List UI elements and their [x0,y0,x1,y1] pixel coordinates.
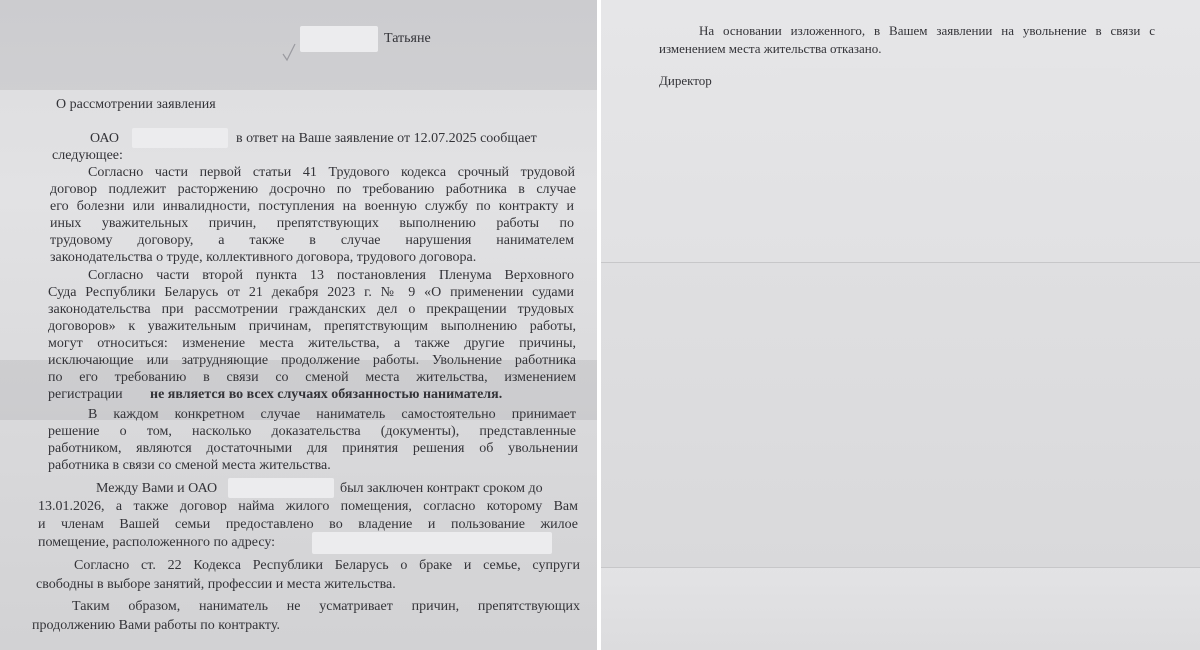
paper-fold [601,567,1200,568]
org-prefix: ОАО [90,131,119,146]
text-line: помещение, расположенного по адресу: [38,535,276,550]
text-line: трудовому договору, а также в случае нарушения нанимателем [50,233,574,248]
text-line: работника в связи со сменой места жительства. [48,458,331,473]
text-line: 13.01.2026, а также договор найма жилого помещения, согласно которому Вам [38,499,578,514]
text-line: регистрации [48,387,123,402]
text-line: следующее: [52,148,123,163]
text-line: Суда Республики Беларусь от 21 декабря 2023 г. № 9 «О применении судами [48,285,574,300]
redacted-signature [781,68,1121,106]
text-line: договор подлежит расторжению досрочно по требованию работника в случае [50,182,576,197]
text-line: договоров» к уважительным причинам, препятствующим выполнению работы, [48,319,576,334]
redacted-org-name [132,128,228,148]
intro-text: в ответ на Ваше заявление от 12.07.2025 сообщает [236,131,537,146]
text-line: Согласно части первой статьи 41 Трудового кодекса срочный трудовой [88,165,575,180]
text-line: Согласно ст. 22 Кодекса Республики Беларусь о браке и семье, супруги [74,558,580,573]
paper-fold [601,262,1200,263]
text-line: Между Вами и ОАО [96,481,218,496]
text-line: иных уважительных причин, препятствующих выполнению работы по [50,216,574,231]
text-line: по его требованию в связи со сменой места жительства, изменением [48,370,576,385]
text-line: работником, являются достаточными для принятия решения об увольнении [48,441,578,456]
text-line: В каждом конкретном случае наниматель самостоятельно принимает [88,407,576,422]
text-line: могут относиться: изменение места жительства, а также другие причины, [48,336,576,351]
redacted-name [300,26,378,52]
redacted-org-name [228,478,334,498]
subject-line: О рассмотрении заявления [56,97,216,112]
text-line: исключающие или затрудняющие продолжение работы. Увольнение работника [48,353,576,368]
text-line: был заключен контракт сроком до [340,481,543,496]
redacted-address [312,532,552,554]
addressee: Татьяне [384,31,431,46]
text-line: и членам Вашей семьи предоставлено во владение и пользование жилое [38,517,578,532]
text-line: свободны в выборе занятий, профессии и места жительства. [36,577,396,592]
text-line: его болезни или инвалидности, поступления на военную службу по контракту и [50,199,574,214]
text-line: Согласно части второй пункта 13 постановления Пленума Верховного [88,268,574,283]
text-line: законодательства при рассмотрении гражданских дел о прекращении трудовых [48,302,574,317]
text-line: На основании изложенного, в Вашем заявлении на увольнение в связи с [699,23,1155,38]
text-line: решение о том, насколько доказательства (документы), представленные [48,424,576,439]
text-line: продолжению Вами работы по контракту. [32,618,280,633]
text-line: Таким образом, наниматель не усматривает причин, препятствующих [72,599,580,614]
text-line: изменением места жительства отказано. [659,41,882,56]
text-line: законодательства о труде, коллективного договора, трудового договора. [50,250,477,265]
emphasis-text: не является во всех случаях обязанностью нанимателя. [150,387,503,402]
signature-title: Директор [659,73,712,88]
letter-page-1 [0,0,597,650]
letter-page-2 [601,0,1200,650]
check-mark-icon [282,42,296,62]
